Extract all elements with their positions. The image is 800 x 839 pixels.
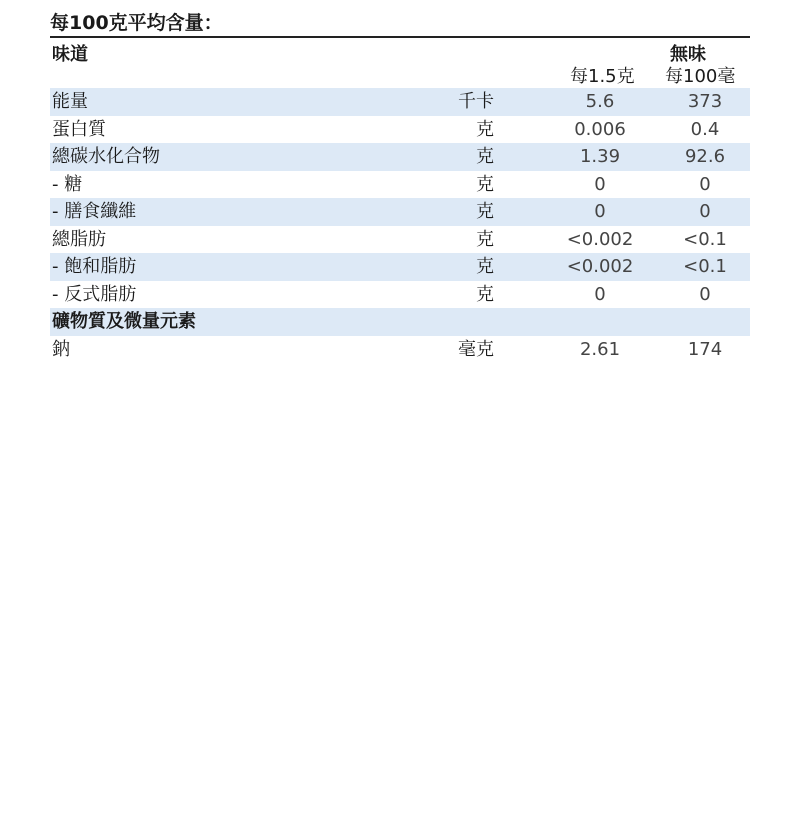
nutrient-name: 總脂肪	[52, 228, 106, 250]
flavor-label: 味道	[52, 44, 88, 65]
nutrient-name: - 飽和脂肪	[52, 256, 137, 277]
nutrient-name: 能量	[52, 91, 88, 112]
value-per-serving: 1.39	[579, 146, 621, 167]
nutrient-name: - 反式脂肪	[52, 283, 137, 305]
nutrient-unit: 克	[476, 228, 494, 250]
value-per-serving: 2.61	[579, 338, 621, 360]
value-per-100ml: <0.1	[683, 228, 727, 250]
table-header	[50, 38, 750, 88]
table-row	[50, 253, 750, 281]
table-row	[50, 226, 750, 254]
nutrient-unit: 千卡	[458, 91, 494, 112]
table-row	[50, 88, 750, 116]
nutrient-name: 礦物質及微量元素	[52, 311, 196, 332]
value-per-serving: <0.002	[566, 256, 634, 277]
value-per-serving: 0	[594, 283, 606, 305]
column-header-per-100ml: 每100毫	[665, 66, 736, 87]
nutrient-unit: 克	[476, 283, 494, 305]
nutrient-name: 總碳水化合物	[52, 146, 160, 167]
table-row	[50, 143, 750, 171]
value-per-100ml: 0.4	[690, 118, 720, 140]
value-per-serving: 0	[594, 201, 606, 222]
nutrient-unit: 克	[476, 118, 494, 140]
table-title: 每100克平均含量：	[50, 10, 750, 38]
flavor-name: 無味	[670, 44, 706, 65]
value-per-100ml: <0.1	[683, 256, 727, 277]
nutrient-name: - 糖	[52, 173, 83, 195]
table-row	[50, 308, 750, 336]
value-per-serving: <0.002	[566, 228, 634, 250]
value-per-100ml: 0	[699, 283, 711, 305]
value-per-serving: 5.6	[585, 91, 615, 112]
value-per-100ml: 373	[687, 91, 723, 112]
nutrient-name: 鈉	[52, 338, 70, 360]
nutrient-unit: 毫克	[458, 338, 494, 360]
nutrient-unit: 克	[476, 173, 494, 195]
nutrient-name: 蛋白質	[52, 118, 106, 140]
table-row	[50, 116, 750, 144]
table-row	[50, 171, 750, 199]
value-per-100ml: 0	[699, 173, 711, 195]
value-per-100ml: 174	[687, 338, 723, 360]
nutrient-name: - 膳食纖維	[52, 201, 137, 222]
table-row	[50, 198, 750, 226]
value-per-serving: 0	[594, 173, 606, 195]
value-per-serving: 0.006	[574, 118, 626, 140]
nutrient-unit: 克	[476, 201, 494, 222]
column-header-per-serving: 每1.5克	[570, 66, 635, 87]
table-row	[50, 336, 750, 364]
nutrient-unit: 克	[476, 256, 494, 277]
table-body	[50, 88, 750, 363]
value-per-100ml: 92.6	[684, 146, 726, 167]
table-row	[50, 281, 750, 309]
nutrition-table	[50, 10, 750, 363]
value-per-100ml: 0	[699, 201, 711, 222]
nutrient-unit: 克	[476, 146, 494, 167]
